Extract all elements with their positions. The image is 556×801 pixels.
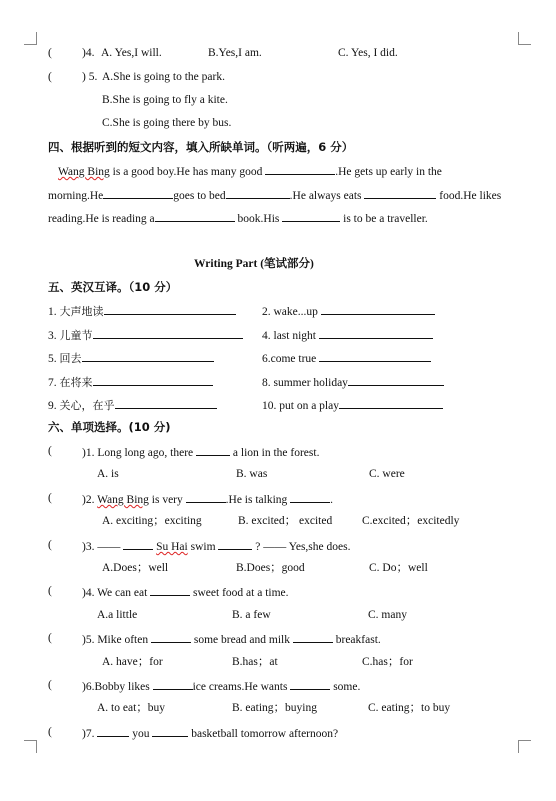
answer-blank <box>104 303 236 315</box>
blank <box>153 678 193 690</box>
option-b: B. a few <box>232 609 271 621</box>
item-number: 10. <box>262 400 277 412</box>
translate-item-2 <box>262 303 435 319</box>
name: Wang Bing <box>58 166 110 178</box>
question-5-stem <box>82 631 381 647</box>
stem-text: )2. <box>82 494 98 506</box>
answer-blank <box>319 327 433 339</box>
option-c: C. many <box>368 609 407 621</box>
stem-text: some. <box>330 681 361 693</box>
section-4-title: 四、根据听到的短文内容，填入所缺单词。（听两遍，6 分） <box>48 140 354 154</box>
option-c: C. were <box>369 468 405 480</box>
item-text: wake...up <box>273 306 318 318</box>
passage-text: is to be a traveller. <box>340 213 428 225</box>
stem-text: basketball tomorrow afternoon? <box>188 728 339 740</box>
writing-part-title: Writing Part (笔试部分) <box>194 258 314 270</box>
translate-item-3 <box>48 327 243 343</box>
answer-blank <box>93 374 213 386</box>
translate-item-5 <box>48 350 214 366</box>
question-number: ) 5. <box>82 71 98 83</box>
question-3-stem <box>82 538 350 554</box>
crop-mark-bottom-left <box>24 740 37 753</box>
option-c: C.She is going there by bus. <box>102 117 232 129</box>
passage-text: food.He likes <box>436 190 502 202</box>
option-a: A.She is going to the park. <box>102 71 225 83</box>
stem-text: ice creams.He wants <box>192 681 291 693</box>
crop-mark-top-right <box>518 32 531 45</box>
item-text: 在将来 <box>59 376 93 389</box>
crop-mark-top-left <box>24 32 37 45</box>
answer-blank <box>339 397 443 409</box>
passage-text: .He always eats <box>289 190 365 202</box>
option-a: A. have；for <box>102 656 163 668</box>
question-2-stem <box>82 491 333 507</box>
option-c: C.has；for <box>362 656 413 668</box>
item-text: 关心，在乎 <box>59 399 115 412</box>
item-number: 8. <box>262 377 271 389</box>
answer-blank <box>93 327 243 339</box>
question-6-stem <box>82 678 360 694</box>
question-7-stem <box>82 725 338 741</box>
item-number: 6. <box>262 353 271 365</box>
blank <box>152 725 188 737</box>
item-number: 4. <box>262 330 271 342</box>
answer-blank <box>115 397 217 409</box>
passage-text: morning.He <box>48 190 104 202</box>
item-number: 2. <box>262 306 271 318</box>
option-b: B. was <box>236 468 268 480</box>
stem-text: some bread and milk <box>190 634 293 646</box>
paren: ( <box>48 726 52 738</box>
option-a: A.Does；well <box>102 562 169 574</box>
stem-text: is very <box>148 494 186 506</box>
item-number: 7. <box>48 377 57 389</box>
stem-text: )5. Mike often <box>82 634 151 646</box>
translate-item-9 <box>48 397 217 413</box>
passage-text: .He gets up early in the <box>335 166 442 178</box>
answer-blank <box>319 350 431 362</box>
option-a: A.a little <box>97 609 138 621</box>
blank <box>364 187 436 199</box>
option-c: C.excited；excitedly <box>362 515 460 527</box>
passage-text: book.His <box>234 213 283 225</box>
blank <box>282 210 340 222</box>
item-number: 9. <box>48 400 57 412</box>
passage-text: goes to bed <box>173 190 226 202</box>
stem-text: . <box>330 494 334 506</box>
stem-text: )6.Bobby likes <box>82 681 153 693</box>
passage-text: is a good boy.He has many good <box>109 166 266 178</box>
option-b: B.Yes,I am. <box>208 47 262 59</box>
blank <box>151 631 191 643</box>
passage-line-1 <box>58 163 442 179</box>
paren: ( <box>48 492 52 504</box>
question-number: )4. <box>82 47 95 59</box>
section-5-title: 五、英汉互译。（10 分） <box>48 280 178 294</box>
blank <box>97 725 129 737</box>
paren: ( <box>48 632 52 644</box>
blank <box>123 538 153 550</box>
option-b: B.has；at <box>232 656 278 668</box>
question-1-stem <box>82 444 319 460</box>
translate-item-4 <box>262 327 433 343</box>
stem-text: .He is talking <box>225 494 291 506</box>
item-text: 回去 <box>59 352 82 365</box>
blank <box>226 187 290 199</box>
stem-text: swim <box>187 541 219 553</box>
stem-text: sweet food at a time. <box>190 587 289 599</box>
translate-item-1 <box>48 303 236 319</box>
stem-text: )4. We can eat <box>82 587 151 599</box>
option-a: A. exciting；exciting <box>102 515 202 527</box>
item-number: 5. <box>48 353 57 365</box>
answer-blank <box>321 303 435 315</box>
option-a: A. to eat；buy <box>97 702 166 714</box>
paren: ( <box>48 585 52 597</box>
blank <box>103 187 173 199</box>
blank <box>293 631 333 643</box>
blank <box>218 538 252 550</box>
stem-text: a lion in the forest. <box>230 447 320 459</box>
name: Wang Bing <box>97 494 149 506</box>
passage-line-3 <box>48 210 428 226</box>
section-6-title: 六、单项选择。(10 分) <box>48 420 171 434</box>
stem-text: )1. Long long ago, there <box>82 447 197 459</box>
item-text: summer holiday <box>273 377 348 389</box>
stem-text: )3. —— <box>82 541 124 553</box>
paren: ( <box>48 539 52 551</box>
option-c: C. eating；to buy <box>368 702 451 714</box>
option-c: C. Yes, I did. <box>338 47 398 59</box>
stem-text: )7. <box>82 728 98 740</box>
translate-item-6 <box>262 350 431 366</box>
blank <box>150 584 190 596</box>
translate-item-7 <box>48 374 213 390</box>
stem-text: ? —— Yes,she does. <box>252 541 351 553</box>
crop-mark-bottom-right <box>518 740 531 753</box>
item-text: 大声地读 <box>59 305 104 318</box>
option-b: B. eating；buying <box>232 702 317 714</box>
stem-text: you <box>129 728 153 740</box>
translate-item-8 <box>262 374 444 390</box>
translate-item-10 <box>262 397 443 413</box>
passage-line-2 <box>48 187 501 203</box>
option-b: B.Does；good <box>236 562 305 574</box>
paren: ( <box>48 47 52 59</box>
blank <box>290 678 330 690</box>
answer-blank <box>348 374 444 386</box>
option-a: A. Yes,I will. <box>101 47 162 59</box>
item-text: last night <box>273 330 316 342</box>
option-c: C. Do；well <box>369 562 428 574</box>
name: Su Hai <box>156 541 188 553</box>
paren: ( <box>48 679 52 691</box>
option-a: A. is <box>97 468 119 480</box>
blank <box>265 163 335 175</box>
option-b: B.She is going to fly a kite. <box>102 94 228 106</box>
answer-blank <box>82 350 214 362</box>
paren: ( <box>48 71 52 83</box>
passage-text: reading.He is reading a <box>48 213 155 225</box>
item-text: 儿童节 <box>59 329 93 342</box>
stem-text: breakfast. <box>332 634 381 646</box>
blank <box>155 210 235 222</box>
blank <box>290 491 330 503</box>
item-text: put on a play <box>279 400 339 412</box>
item-text: come true <box>270 353 317 365</box>
blank <box>196 444 230 456</box>
question-4-stem <box>82 584 289 600</box>
blank <box>186 491 226 503</box>
item-number: 3. <box>48 330 57 342</box>
option-b: B. excited； excited <box>238 515 333 527</box>
item-number: 1. <box>48 306 57 318</box>
paren: ( <box>48 445 52 457</box>
